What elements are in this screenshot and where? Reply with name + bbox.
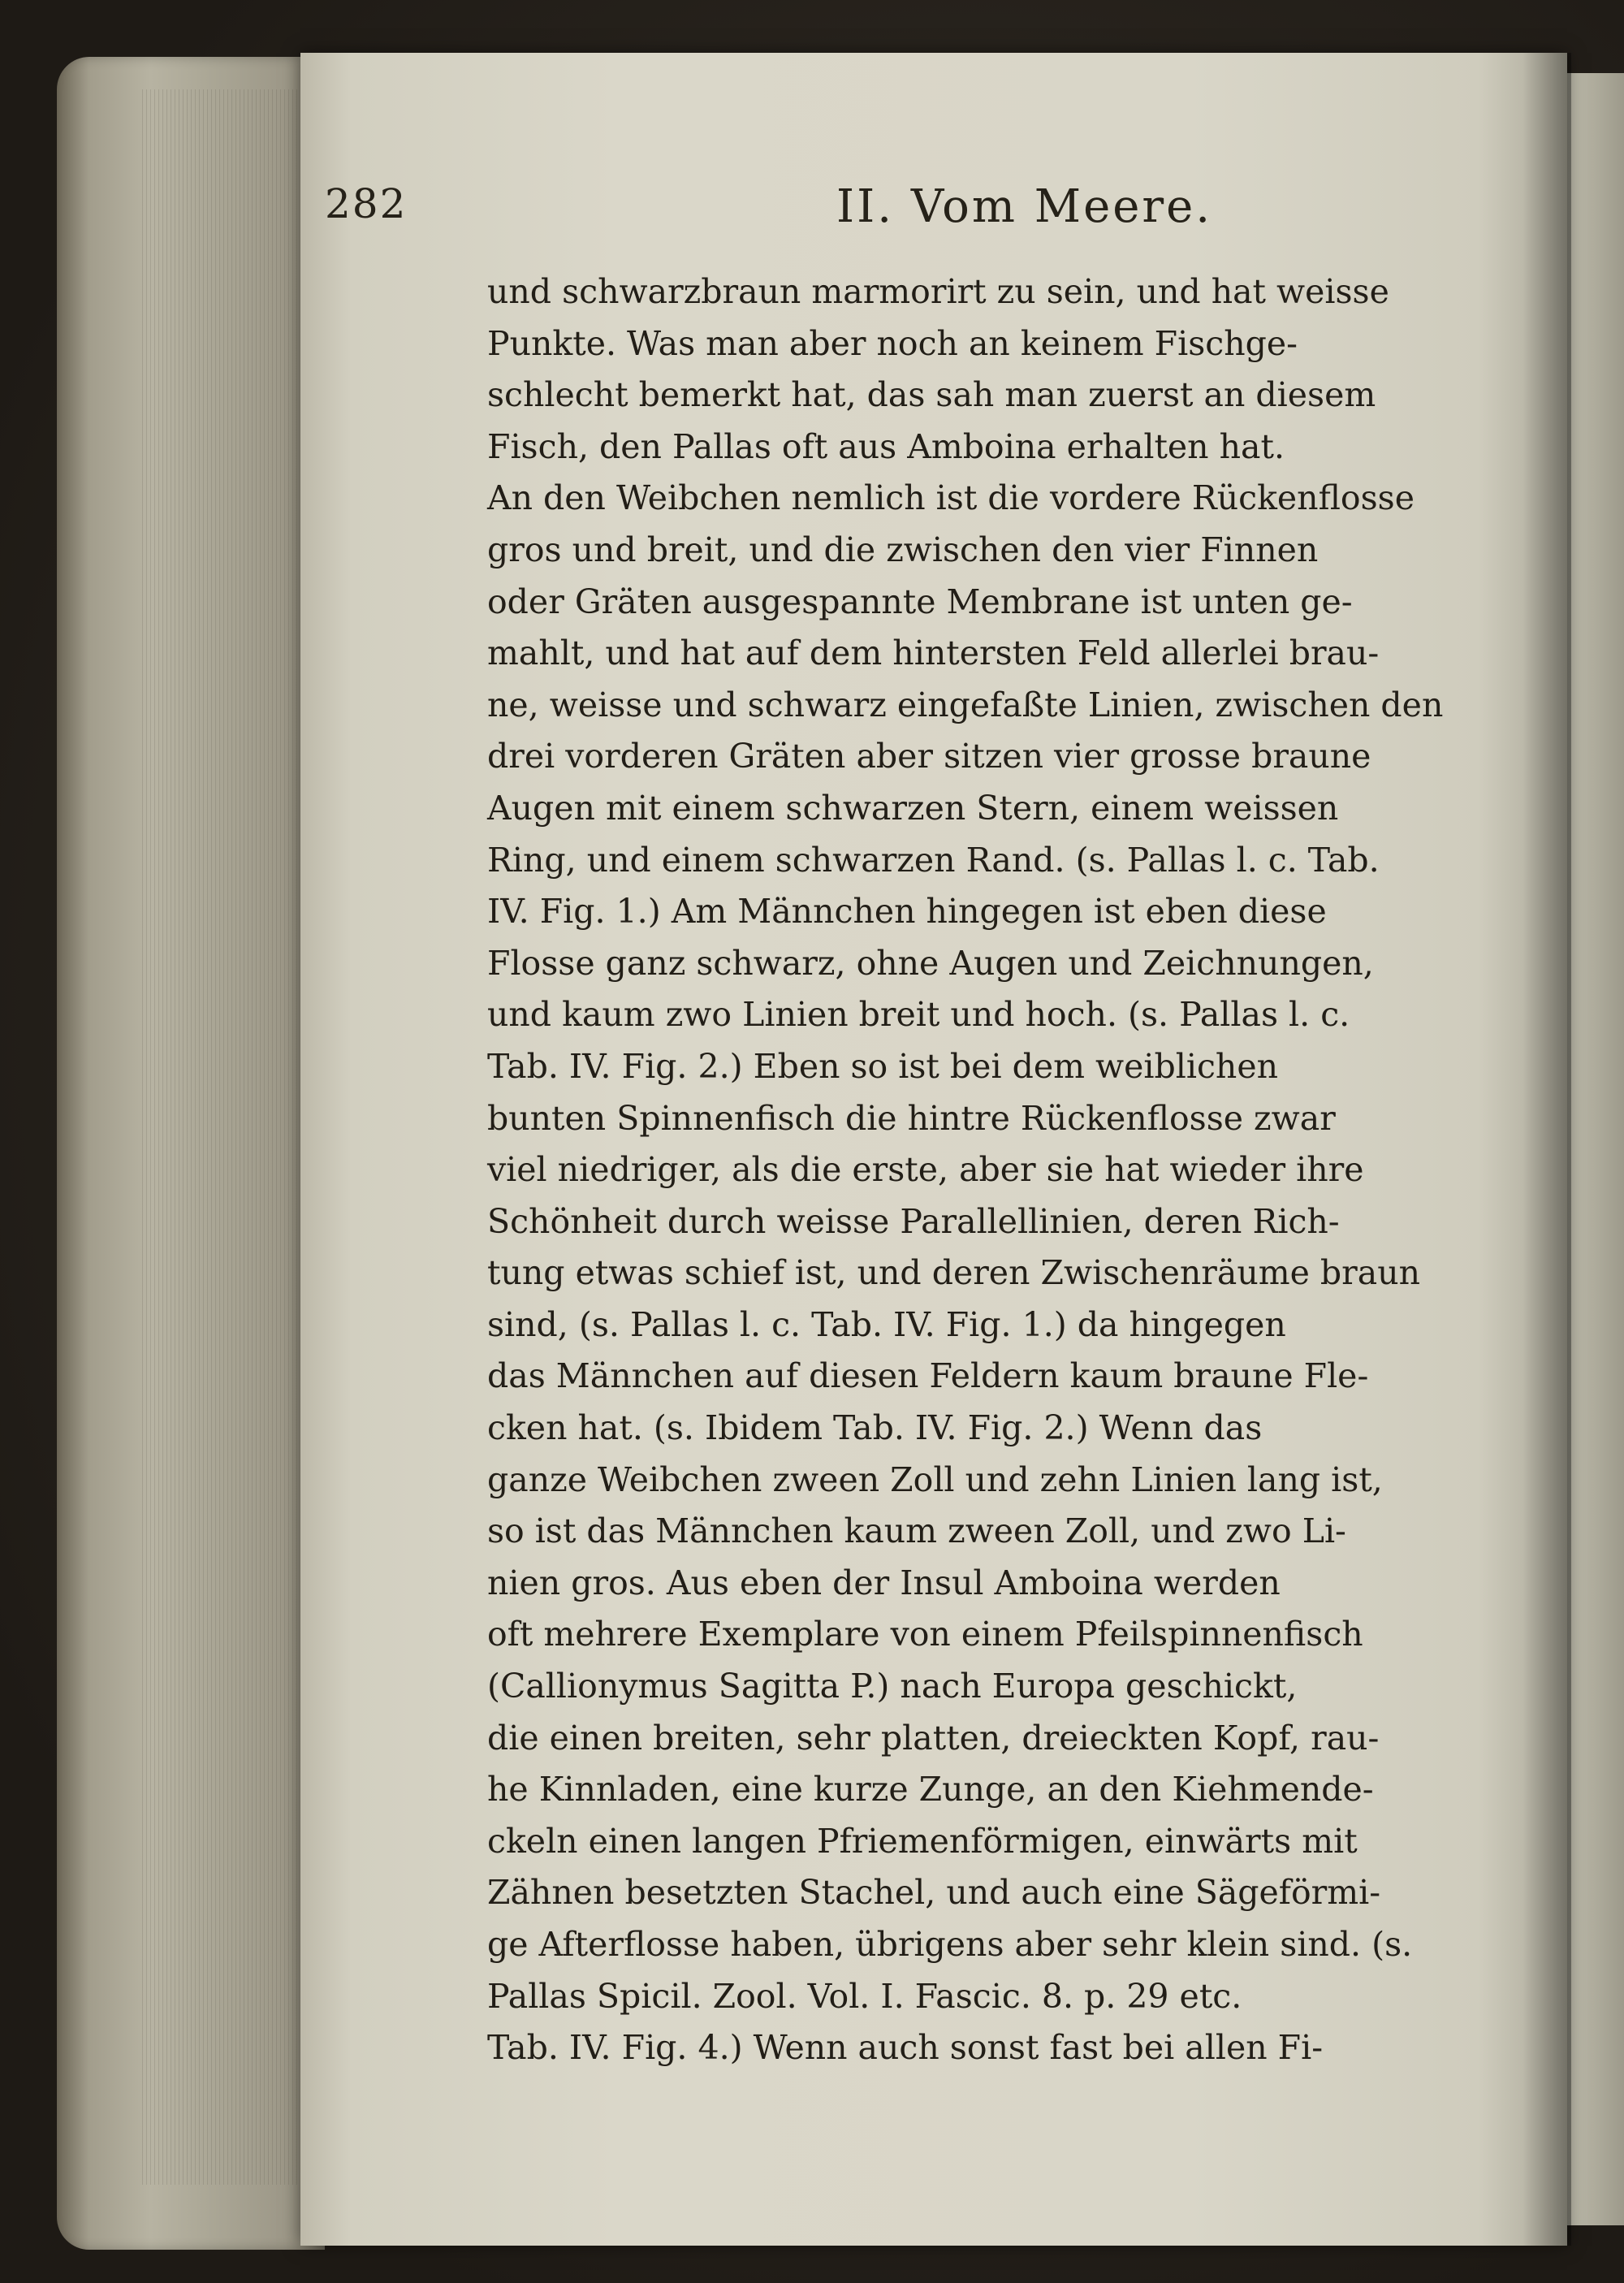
text-line: gros und breit, und die zwischen den vier Finnen xyxy=(487,530,1319,569)
text-line: viel niedriger, als die erste, aber sie hat wieder ihre xyxy=(487,1150,1364,1190)
text-line: Fisch, den Pallas oft aus Amboina erhalten hat. xyxy=(487,426,1285,466)
text-line: das Männchen auf diesen Feldern kaum braune Fle- xyxy=(487,1356,1369,1396)
page-number: 282 xyxy=(325,180,408,227)
text-line: (Callionymus Sagitta P.) nach Europa geschickt, xyxy=(487,1667,1298,1706)
text-line: Ring, und einem schwarzen Rand. (s. Pallas l. c. Tab. xyxy=(487,840,1380,880)
text-line: An den Weibchen nemlich ist die vordere Rückenflosse xyxy=(487,478,1415,518)
page-edge-texture xyxy=(142,89,304,2185)
text-line: nien gros. Aus eben der Insul Amboina werden xyxy=(487,1563,1281,1602)
text-line: Pallas Spicil. Zool. Vol. I. Fascic. 8. p. 29 etc. xyxy=(487,1976,1242,2016)
text-line: sind, (s. Pallas l. c. Tab. IV. Fig. 1.) da hingegen xyxy=(487,1304,1286,1344)
text-line: mahlt, und hat auf dem hintersten Feld allerlei brau- xyxy=(487,633,1380,673)
text-line: und kaum zwo Linien breit und hoch. (s. Pallas l. c. xyxy=(487,995,1350,1035)
text-line: cken hat. (s. Ibidem Tab. IV. Fig. 2.) Wenn das xyxy=(487,1408,1263,1448)
text-line: die einen breiten, sehr platten, dreieckten Kopf, rau- xyxy=(487,1718,1380,1758)
text-line: oft mehrere Exemplare von einem Pfeilspinnenfisch xyxy=(487,1615,1363,1654)
text-line: so ist das Männchen kaum zween Zoll, und zwo Li- xyxy=(487,1511,1346,1551)
text-line: ckeln einen langen Pfriemenförmigen, einwärts mit xyxy=(487,1821,1358,1861)
text-line: und schwarzbraun marmorirt zu sein, und hat weisse xyxy=(487,272,1389,311)
text-line: Tab. IV. Fig. 2.) Eben so ist bei dem weiblichen xyxy=(487,1046,1278,1086)
text-line: he Kinnladen, eine kurze Zunge, an den Kiehmende- xyxy=(487,1770,1374,1810)
text-line: Schönheit durch weisse Parallellinien, deren Rich- xyxy=(487,1201,1340,1241)
text-line: Augen mit einem schwarzen Stern, einem weissen xyxy=(487,788,1339,828)
text-line: drei vorderen Gräten aber sitzen vier grosse braune xyxy=(487,737,1371,776)
text-line: IV. Fig. 1.) Am Männchen hingegen ist eben diese xyxy=(487,892,1327,932)
text-line: ganze Weibchen zween Zoll und zehn Linien lang ist, xyxy=(487,1459,1383,1499)
text-line: ne, weisse und schwarz eingefaßte Linien, zwischen den xyxy=(487,685,1444,724)
text-line: schlecht bemerkt hat, das sah man zuerst an diesem xyxy=(487,375,1376,415)
text-line: oder Gräten ausgespannte Membrane ist unten ge- xyxy=(487,582,1353,621)
text-line: tung etwas schief ist, und deren Zwischenräume braun xyxy=(487,1253,1421,1293)
running-head: II. Vom Meere. xyxy=(836,180,1213,233)
gutter-shadow xyxy=(1522,53,1571,2246)
facing-page-edge xyxy=(1567,73,1624,2225)
text-line: Tab. IV. Fig. 4.) Wenn auch sonst fast bei allen Fi- xyxy=(487,2028,1324,2068)
text-line: Punkte. Was man aber noch an keinem Fischge- xyxy=(487,323,1298,363)
text-line: Zähnen besetzten Stachel, und auch eine Sägeförmi- xyxy=(487,1873,1381,1913)
page-header xyxy=(325,180,1494,253)
body-text xyxy=(487,266,1462,2074)
text-line: bunten Spinnenfisch die hintre Rückenflosse zwar xyxy=(487,1098,1336,1138)
text-line: Flosse ganz schwarz, ohne Augen und Zeichnungen, xyxy=(487,943,1374,983)
text-line: ge Afterflosse haben, übrigens aber sehr klein sind. (s. xyxy=(487,1925,1413,1964)
